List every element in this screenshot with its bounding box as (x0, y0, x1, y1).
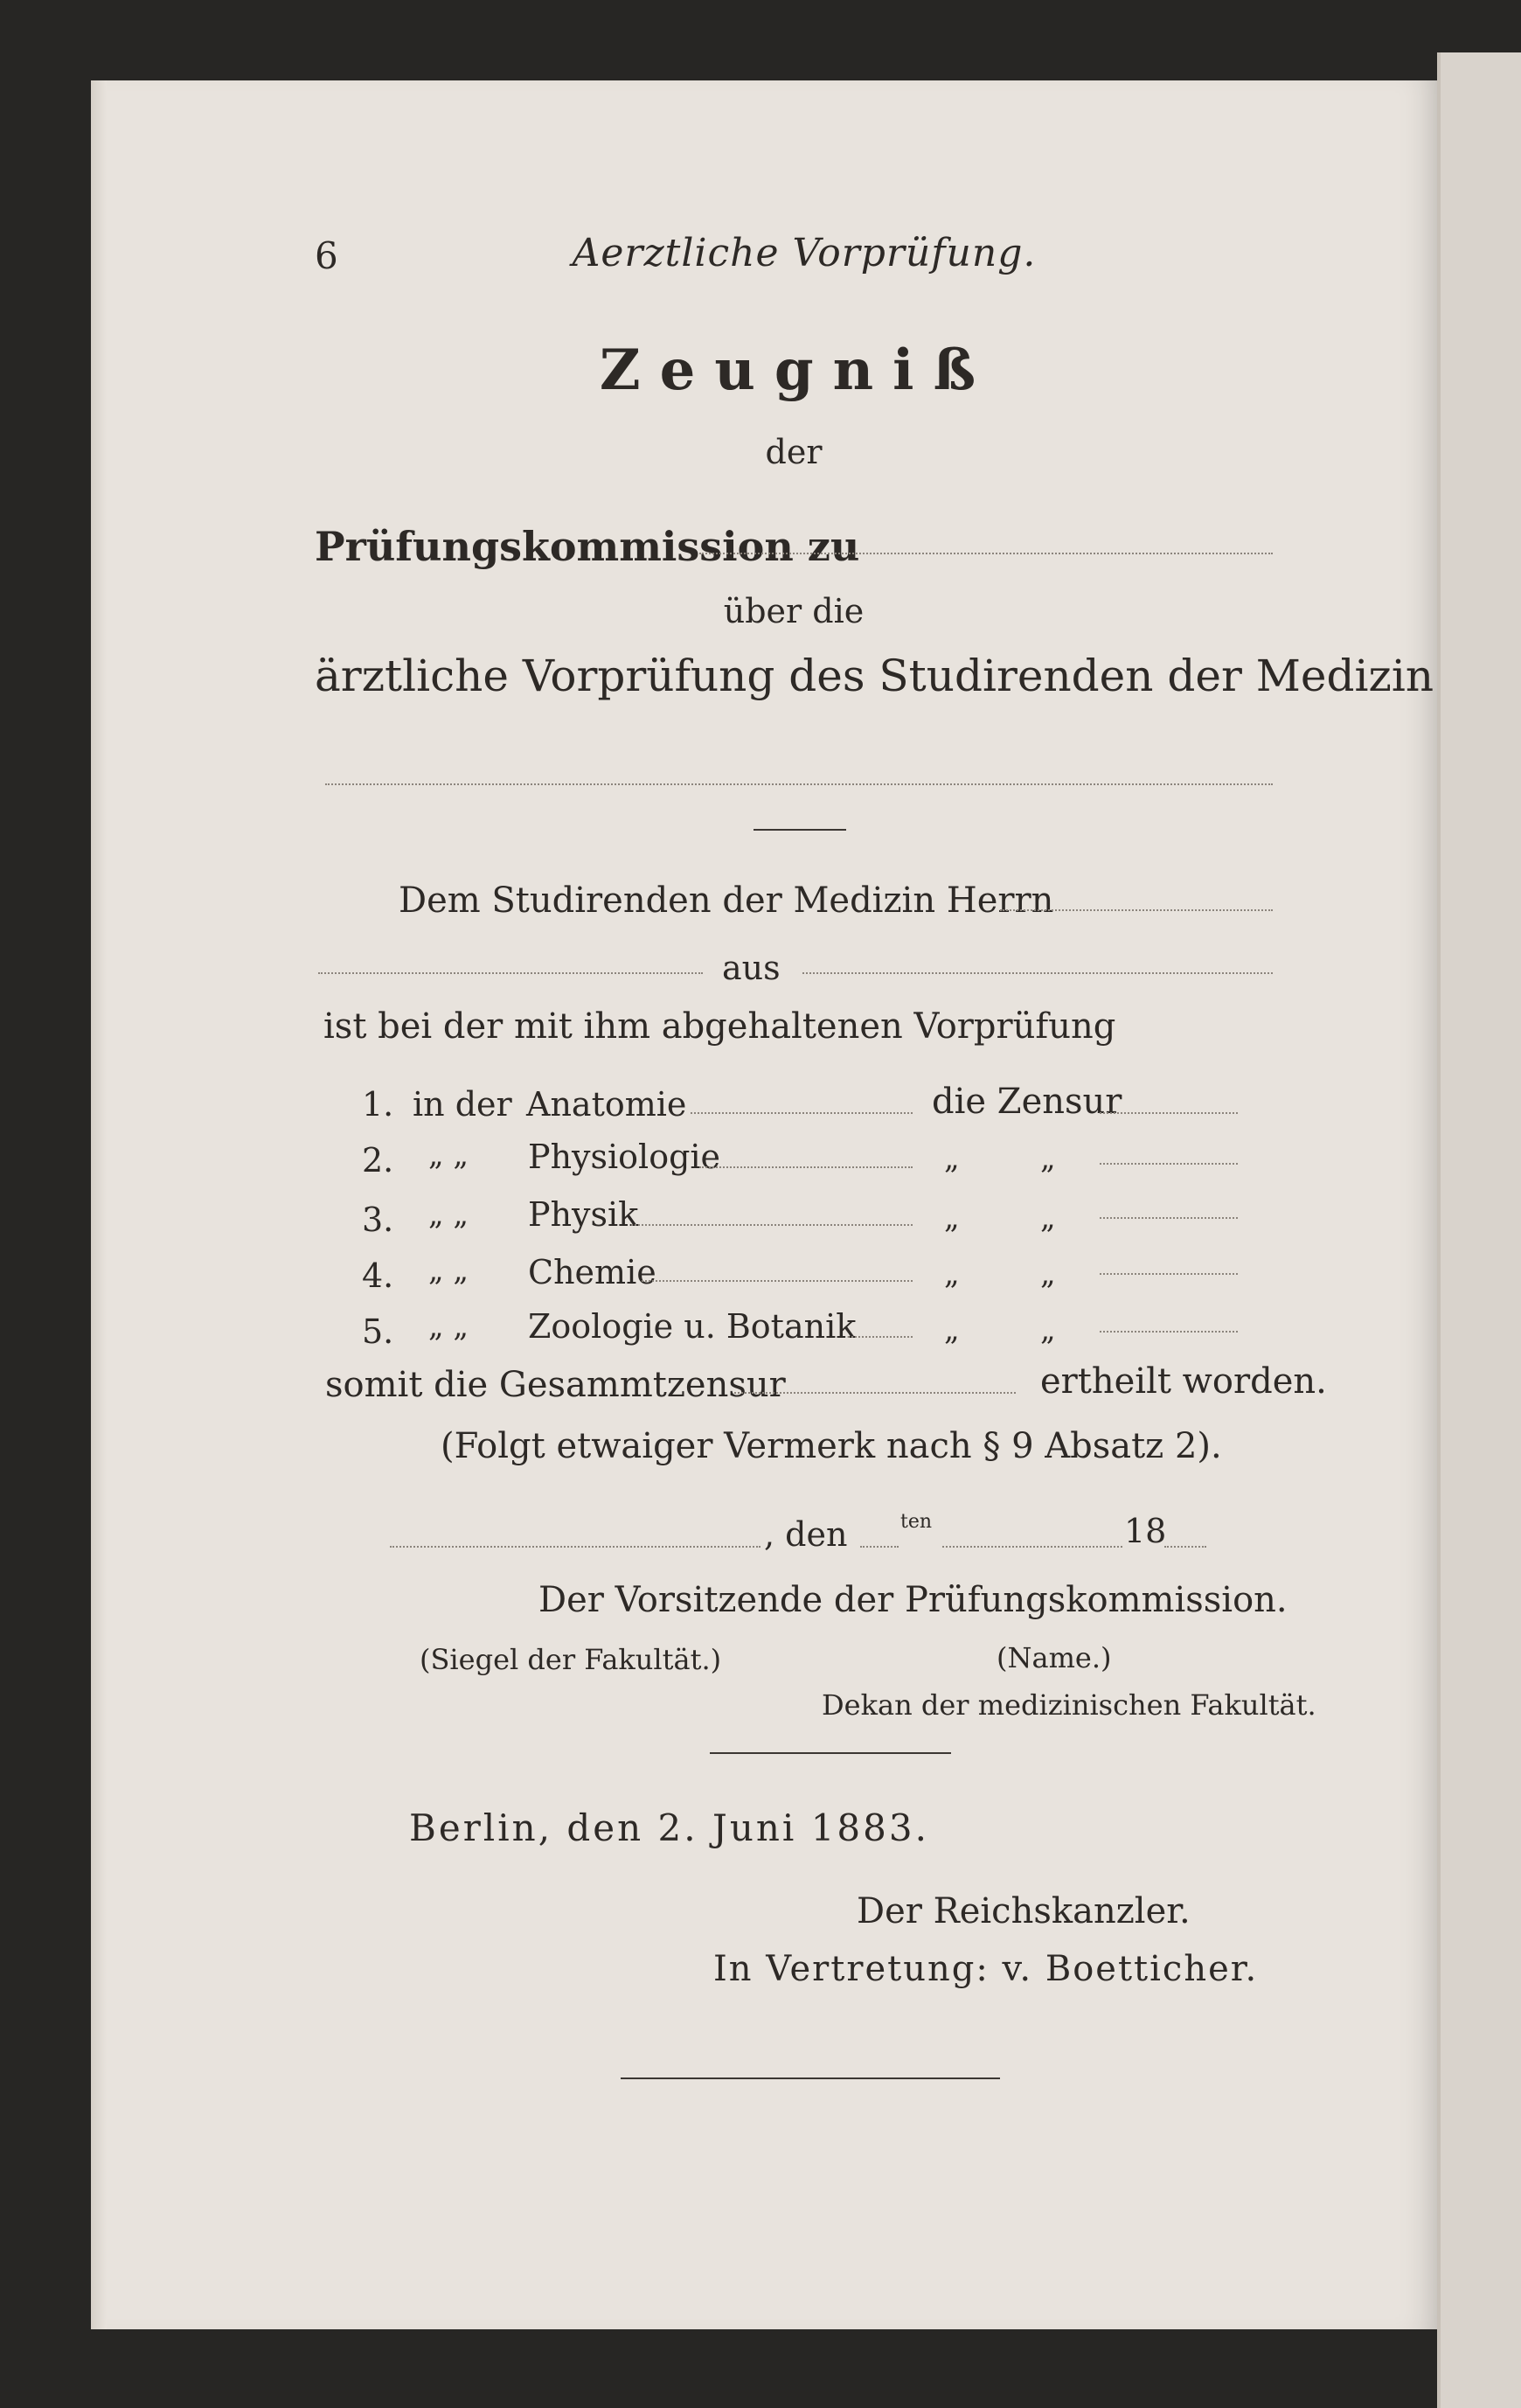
subject-prefix-3: „ „ (428, 1197, 469, 1232)
ditto-3a: „ (944, 1201, 960, 1235)
date-den: , den (764, 1515, 848, 1554)
subject-name-3: Physik (528, 1195, 639, 1234)
subject-num-1: 1. (362, 1085, 394, 1124)
subject-num-5: 5. (362, 1312, 394, 1351)
signer-name: In Vertretung: v. Boetticher. (713, 1949, 1259, 1989)
total-blank (734, 1392, 1016, 1394)
subject-blank-3 (631, 1224, 913, 1226)
origin-blank-right (802, 972, 1273, 974)
subject-prefix-2: „ „ (428, 1138, 469, 1173)
certificate-title: Zeugniß (599, 338, 996, 403)
origin-blank-left (318, 972, 703, 974)
from-label: aus (722, 949, 781, 987)
ditto-3b: „ (1040, 1201, 1056, 1235)
total-label: somit die Gesammtzensur (325, 1365, 786, 1405)
ditto-2b: „ (1040, 1141, 1056, 1176)
date-day-blank (860, 1546, 899, 1548)
subject-blank (325, 783, 1273, 785)
running-title: Aerztliche Vorprüfung. (572, 231, 1037, 275)
seal-label: (Siegel der Fakultät.) (420, 1643, 722, 1676)
dean-label: Dekan der medizinischen Fakultät. (822, 1688, 1316, 1722)
grade-label-1: die Zensur (932, 1082, 1122, 1122)
subject-num-2: 2. (362, 1141, 394, 1180)
signer-title: Der Reichskanzler. (857, 1891, 1191, 1931)
line-ueber: über die (723, 592, 865, 630)
subject-blank-2 (699, 1166, 913, 1168)
page-number: 6 (315, 234, 338, 277)
subject-name-5: Zoologie u. Botanik (528, 1307, 857, 1346)
subject-blank-5 (848, 1336, 913, 1338)
date-year: 18 (1124, 1512, 1167, 1550)
ditto-4a: „ (944, 1256, 960, 1291)
ditto-5a: „ (944, 1312, 960, 1347)
commission-blank (699, 553, 1273, 554)
grade-blank-3 (1100, 1217, 1238, 1219)
commission-label: Prüfungskommission zu (315, 523, 860, 570)
subject-name-2: Physiologie (528, 1138, 721, 1176)
separator-short (754, 829, 846, 831)
date-ten: ten (900, 1511, 933, 1533)
date-month-blank (942, 1546, 1122, 1548)
subject-line: ärztliche Vorprüfung des Studirenden der Medizin (315, 651, 1434, 701)
date-year-blank (1164, 1546, 1206, 1548)
ditto-2a: „ (944, 1141, 960, 1176)
page-edge-right (1437, 52, 1521, 2408)
separator-middle (710, 1752, 951, 1754)
name-label: (Name.) (997, 1641, 1112, 1674)
chair-label: Der Vorsitzende der Prüfungskommission. (538, 1580, 1288, 1620)
grade-blank-2 (1100, 1163, 1238, 1165)
subject-blank-1 (691, 1112, 913, 1114)
subject-prefix-4: „ „ (428, 1253, 469, 1288)
ditto-4b: „ (1040, 1256, 1056, 1291)
grade-blank-5 (1100, 1331, 1238, 1333)
subject-num-4: 4. (362, 1256, 394, 1295)
line-der: der (765, 433, 823, 471)
page-sheet (91, 80, 1437, 2329)
student-blank (1000, 909, 1273, 911)
grade-blank-1 (1100, 1112, 1238, 1114)
date-place-blank (390, 1546, 760, 1548)
student-label: Dem Studirenden der Medizin Herrn (399, 880, 1054, 921)
ditto-5b: „ (1040, 1312, 1056, 1347)
subject-prefix-1: in der (413, 1085, 512, 1124)
separator-bottom (621, 2077, 1000, 2079)
subject-num-3: 3. (362, 1201, 394, 1239)
page-edge-left (91, 80, 107, 2329)
subject-prefix-5: „ „ (428, 1309, 469, 1344)
subject-name-4: Chemie (528, 1253, 656, 1291)
total-suffix: ertheilt worden. (1040, 1361, 1327, 1402)
note: (Folgt etwaiger Vermerk nach § 9 Absatz 2). (441, 1426, 1222, 1466)
subject-name-1: Anatomie (526, 1085, 687, 1124)
exam-line: ist bei der mit ihm abgehaltenen Vorprüfung (323, 1006, 1116, 1047)
grade-blank-4 (1100, 1273, 1238, 1275)
subject-blank-4 (642, 1280, 913, 1282)
place-date: Berlin, den 2. Juni 1883. (409, 1806, 929, 1849)
